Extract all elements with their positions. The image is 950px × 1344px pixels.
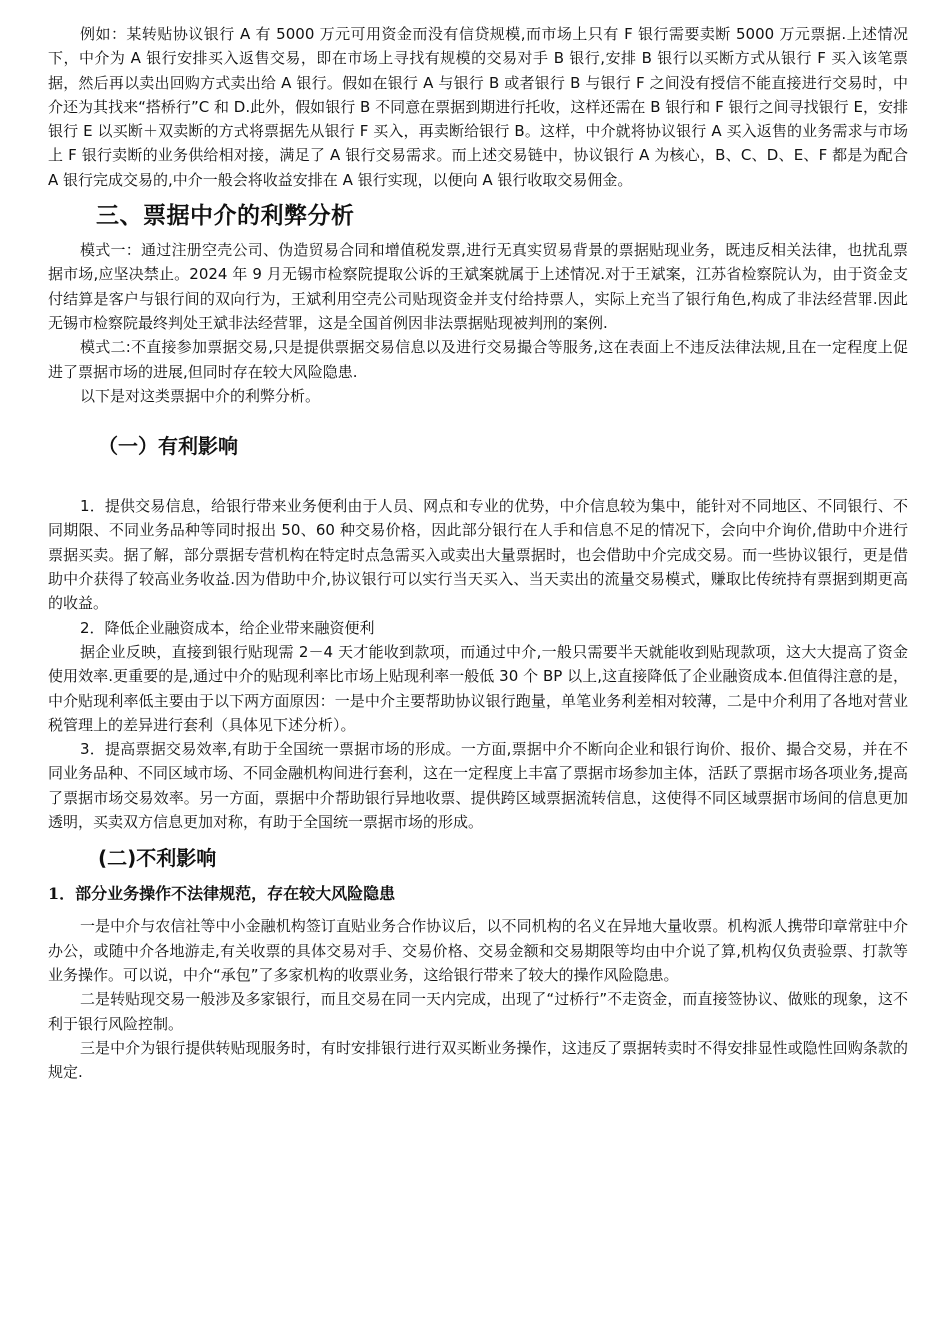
favorable-point-2-title: 2．降低企业融资成本，给企业带来融资便利 (80, 618, 375, 637)
subsection-heading-favorable: （一）有利影响 (98, 434, 238, 459)
document-page (48, 22, 908, 1084)
mode-two-paragraph: 模式二:不直接参加票据交易,只是提供票据交易信息以及进行交易撮合等服务,这在表面上不违反法律法规,且在一定程度上促进了票据市场的进展,但同时存在较大风险隐患. (48, 338, 908, 381)
intro-example-paragraph: 例如：某转贴协议银行 A 有 5000 万元可用资金而没有信贷规模,而市场上只有 F 银行需要卖断 5000 万元票据.上述情况下，中介为 A 银行安排买入返售交易，即在市场上寻找有规模的交易对手 B 银行,安排 B 银行以买断方式从银行 F 买入该笔票据，然后再以卖出回购方式卖出给 A 银行。假如在银行 A 与银行 B 或者银行 B 与银行 F 之间没有授信不能直接进行交易时，中介还为其找来“搭桥行”C 和 D.此外，假如银行 B 不同意在票据到期进行托收，这样还需在 B 银行和 F 银行之间寻找银行 E，安排银行 E 以买断＋双卖断的方式将票据先从银行 F 买入，再卖断给银行 B。这样，中介就将协议银行 A 买入返售的业务需求与市场上 F 银行卖断的业务供给相对接，满足了 A 银行交易需求。而上述交易链中，协议银行 A 为核心，B、C、D、E、F 都是为配合 A 银行完成交易的,中介一般会将收益安排在 A 银行实现，以便向 A 银行收取交易佣金。 (48, 25, 908, 189)
unfavorable-item-1-title: 1．部分业务操作不法律规范，存在较大风险隐患 (48, 884, 396, 904)
unfavorable-point-1-paragraph: 一是中介与农信社等中小金融机构签订直贴业务合作协议后，以不同机构的名义在异地大量收票。机构派人携带印章常驻中介办公，或随中介各地游走,有关收票的具体交易对手、交易价格、交易金额和交易期限等均由中介说了算,机构仅负责验票、打款等业务操作。可以说，中介“承包”了多家机构的收票业务，这给银行带来了较大的操作风险隐患。 (48, 917, 908, 984)
analysis-lead-paragraph: 以下是对这类票据中介的利弊分析。 (80, 386, 321, 405)
section-heading-pros-cons: 三、票据中介的利弊分析 (96, 203, 355, 230)
unfavorable-point-3-paragraph: 三是中介为银行提供转贴现服务时，有时安排银行进行双买断业务操作，这违反了票据转卖时不得安排显性或隐性回购条款的规定. (48, 1038, 908, 1082)
favorable-point-3-paragraph: 3．提高票据交易效率,有助于全国统一票据市场的形成。一方面,票据中介不断向企业和银行询价、报价、撮合交易，并在不同业务品种、不同区域市场、不同金融机构间进行套利，这在一定程度上丰富了票据市场参加主体，活跃了票据市场各项业务,提高了票据市场交易效率。另一方面，票据中介帮助银行异地收票、提供跨区域票据流转信息，这使得不同区域票据市场间的信息更加透明，买卖双方信息更加对称，有助于全国统一票据市场的形成。 (48, 740, 908, 832)
favorable-point-2-paragraph: 据企业反映，直接到银行贴现需 2－4 天才能收到款项，而通过中介,一般只需要半天就能收到贴现款项，这大大提高了资金使用效率.更重要的是,通过中介的贴现利率比市场上贴现利率一般低 30 个 BP 以上,这直接降低了企业融资成本.但值得注意的是，中介贴现利率低主要由于以下两方面原因：一是中介主要帮助协议银行跑量，单笔业务利差相对较薄，二是中介利用了各地对营业税管理上的差异进行套利（具体见下述分析）。 (48, 642, 908, 734)
mode-one-paragraph: 模式一：通过注册空壳公司、伪造贸易合同和增值税发票,进行无真实贸易背景的票据贴现业务，既违反相关法律，也扰乱票据市场,应坚决禁止。2024 年 9 月无锡市检察院提取公诉的王斌案就属于上述情况.对于王斌案，江苏省检察院认为，由于资金支付结算是客户与银行间的双向行为，王斌利用空壳公司贴现资金并支付给持票人，实际上充当了银行角色,构成了非法经营罪.因此无锡市检察院最终判处王斌非法经营罪，这是全国首例因非法票据贴现被判刑的案例. (48, 241, 908, 332)
subsection-heading-unfavorable: (二)不利影响 (98, 846, 217, 871)
favorable-point-1-paragraph: 1．提供交易信息，给银行带来业务便利由于人员、网点和专业的优势，中介信息较为集中，能针对不同地区、不同银行、不同期限、不同业务品种等同时报出 50、60 种交易价格，因此部分银行在人手和信息不足的情况下，会向中介询价,借助中介进行票据买卖。据了解，部分票据专营机构在特定时点急需买入或卖出大量票据时，也会借助中介完成交易。而一些协议银行，更是借助中介获得了较高业务收益.因为借助中介,协议银行可以实行当天买入、当天卖出的流量交易模式，赚取比传统持有票据到期更高的收益。 (48, 497, 908, 613)
unfavorable-point-2-paragraph: 二是转贴现交易一般涉及多家银行，而且交易在同一天内完成，出现了“过桥行”不走资金，而直接签协议、做账的现象，这不利于银行风险控制。 (48, 990, 908, 1033)
